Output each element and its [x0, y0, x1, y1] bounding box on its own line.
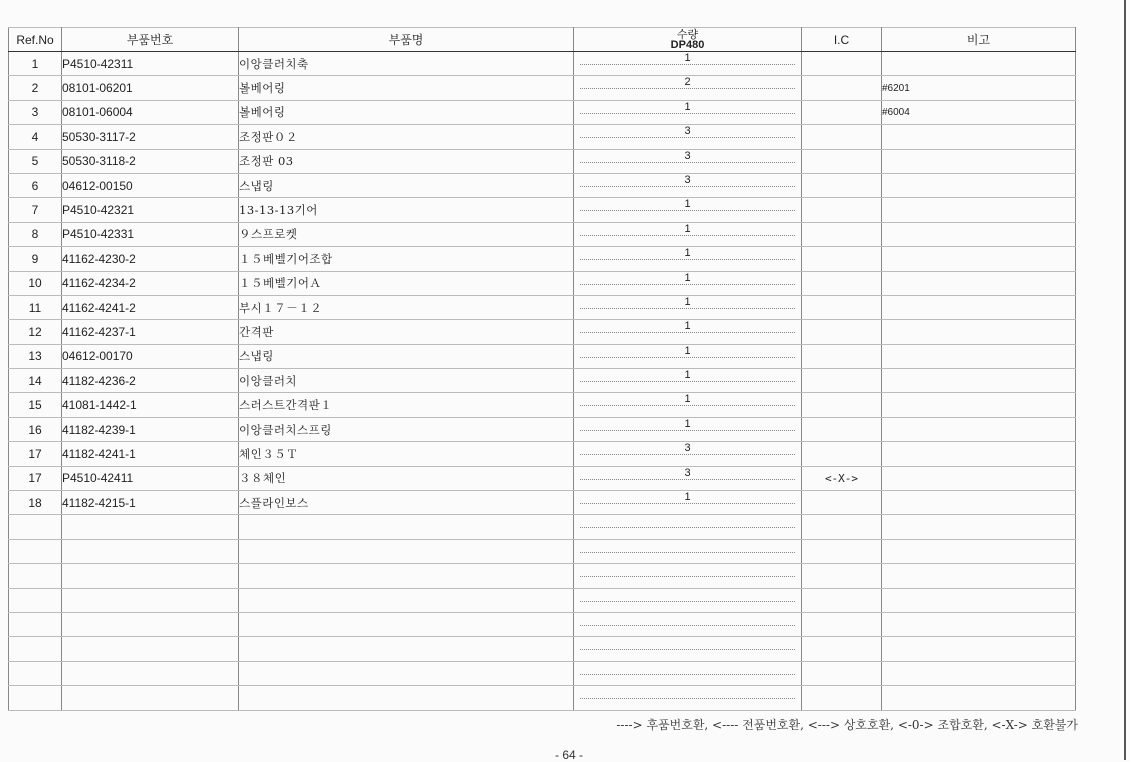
table-row [9, 442, 1076, 466]
cell-remarks [882, 539, 1076, 563]
cell-ref-no: 3 [9, 100, 62, 124]
cell-part-number: 41162-4230-2 [62, 247, 239, 271]
table-row [9, 515, 1076, 539]
cell-remarks [882, 612, 1076, 636]
cell-remarks [882, 173, 1076, 197]
cell-quantity: 1 [574, 271, 802, 295]
cell-part-name: １５베벨기어조합 [239, 247, 574, 271]
table-row [9, 686, 1076, 710]
table-row [9, 612, 1076, 636]
cell-remarks [882, 247, 1076, 271]
cell-ref-no: 17 [9, 442, 62, 466]
cell-remarks [882, 295, 1076, 319]
cell-part-name: 스러스트간격판１ [239, 393, 574, 417]
cell-remarks [882, 149, 1076, 173]
cell-remarks [882, 515, 1076, 539]
cell-part-number [62, 539, 239, 563]
cell-ref-no: 16 [9, 417, 62, 441]
cell-part-name [239, 686, 574, 710]
cell-part-name [239, 588, 574, 612]
cell-ic [802, 515, 882, 539]
table-row [9, 125, 1076, 149]
cell-remarks [882, 637, 1076, 661]
cell-remarks [882, 588, 1076, 612]
cell-part-name: 스냅링 [239, 344, 574, 368]
table-row [9, 588, 1076, 612]
cell-ic: <-X-> [802, 466, 882, 490]
cell-part-number: P4510-42411 [62, 466, 239, 490]
cell-ref-no [9, 686, 62, 710]
table-row [9, 491, 1076, 515]
cell-part-name [239, 564, 574, 588]
cell-ic [802, 76, 882, 100]
table-row [9, 417, 1076, 441]
parts-table [8, 27, 1076, 711]
cell-ref-no: 2 [9, 76, 62, 100]
table-row [9, 393, 1076, 417]
cell-remarks [882, 442, 1076, 466]
cell-ic [802, 539, 882, 563]
cell-part-name [239, 612, 574, 636]
table-row [9, 295, 1076, 319]
cell-part-number: 41081-1442-1 [62, 393, 239, 417]
cell-ic [802, 247, 882, 271]
cell-ref-no [9, 515, 62, 539]
cell-remarks [882, 417, 1076, 441]
table-row [9, 173, 1076, 197]
cell-quantity [574, 637, 802, 661]
cell-part-number: P4510-42331 [62, 222, 239, 246]
cell-ic [802, 271, 882, 295]
cell-part-number: P4510-42311 [62, 52, 239, 76]
cell-part-number: 50530-3117-2 [62, 125, 239, 149]
cell-part-name: 이앙클러치 [239, 369, 574, 393]
cell-remarks [882, 466, 1076, 490]
table-row [9, 539, 1076, 563]
table-row [9, 149, 1076, 173]
table-row [9, 271, 1076, 295]
cell-remarks: #6201 [882, 76, 1076, 100]
table-row [9, 637, 1076, 661]
cell-ref-no: 12 [9, 320, 62, 344]
cell-part-name [239, 637, 574, 661]
cell-quantity: 1 [574, 52, 802, 76]
table-row [9, 564, 1076, 588]
cell-part-name: ９스프로켓 [239, 222, 574, 246]
cell-remarks [882, 491, 1076, 515]
cell-quantity: 1 [574, 100, 802, 124]
cell-part-number: 08101-06201 [62, 76, 239, 100]
cell-part-number: 08101-06004 [62, 100, 239, 124]
cell-remarks [882, 52, 1076, 76]
cell-ic [802, 442, 882, 466]
cell-remarks [882, 686, 1076, 710]
cell-ic [802, 100, 882, 124]
table-row [9, 222, 1076, 246]
cell-part-name: 체인３５Ｔ [239, 442, 574, 466]
cell-remarks [882, 661, 1076, 685]
cell-quantity: 3 [574, 149, 802, 173]
cell-part-number: 41182-4239-1 [62, 417, 239, 441]
cell-part-name: 간격판 [239, 320, 574, 344]
cell-part-number: 41162-4237-1 [62, 320, 239, 344]
cell-ic [802, 612, 882, 636]
cell-part-name: 이앙클러치축 [239, 52, 574, 76]
cell-part-number: 04612-00150 [62, 173, 239, 197]
header-part-number: 부품번호 [62, 28, 239, 52]
cell-ref-no: 7 [9, 198, 62, 222]
cell-ref-no [9, 637, 62, 661]
cell-quantity [574, 686, 802, 710]
cell-part-name: 부시１７－１２ [239, 295, 574, 319]
cell-quantity: 1 [574, 320, 802, 344]
cell-quantity: 1 [574, 222, 802, 246]
cell-part-name [239, 661, 574, 685]
cell-part-number: 41162-4241-2 [62, 295, 239, 319]
cell-ic [802, 149, 882, 173]
table-row [9, 52, 1076, 76]
table-row [9, 100, 1076, 124]
table-header-row [9, 28, 1076, 52]
cell-quantity: 3 [574, 173, 802, 197]
cell-quantity: 1 [574, 491, 802, 515]
table-row [9, 198, 1076, 222]
cell-part-name [239, 515, 574, 539]
cell-ref-no: 5 [9, 149, 62, 173]
cell-quantity: 1 [574, 393, 802, 417]
table-row [9, 247, 1076, 271]
cell-ref-no: 17 [9, 466, 62, 490]
cell-quantity: 1 [574, 344, 802, 368]
cell-quantity: 1 [574, 295, 802, 319]
cell-part-number: 41162-4234-2 [62, 271, 239, 295]
cell-remarks [882, 125, 1076, 149]
cell-part-name: 볼베어링 [239, 76, 574, 100]
cell-quantity: 3 [574, 442, 802, 466]
cell-remarks [882, 564, 1076, 588]
table-row [9, 320, 1076, 344]
cell-ref-no: 18 [9, 491, 62, 515]
header-ref-no: Ref.No [9, 28, 62, 52]
cell-part-name: 이앙클러치스프링 [239, 417, 574, 441]
cell-part-number: 50530-3118-2 [62, 149, 239, 173]
cell-quantity: 1 [574, 198, 802, 222]
cell-part-name: １５베벨기어Ａ [239, 271, 574, 295]
cell-remarks [882, 271, 1076, 295]
cell-ic [802, 588, 882, 612]
cell-remarks: #6004 [882, 100, 1076, 124]
header-model: DP480 [670, 38, 705, 51]
cell-ref-no [9, 588, 62, 612]
cell-ic [802, 320, 882, 344]
cell-quantity [574, 661, 802, 685]
cell-remarks [882, 320, 1076, 344]
cell-part-number [62, 515, 239, 539]
cell-part-name: 스냅링 [239, 173, 574, 197]
cell-ref-no: 13 [9, 344, 62, 368]
cell-ref-no [9, 539, 62, 563]
cell-ic [802, 369, 882, 393]
cell-remarks [882, 198, 1076, 222]
cell-part-number: 04612-00170 [62, 344, 239, 368]
table-body [9, 52, 1076, 711]
cell-part-number: 41182-4241-1 [62, 442, 239, 466]
cell-ic [802, 661, 882, 685]
cell-ref-no: 8 [9, 222, 62, 246]
cell-quantity: 1 [574, 369, 802, 393]
cell-ref-no: 1 [9, 52, 62, 76]
cell-part-name: 볼베어링 [239, 100, 574, 124]
cell-ref-no: 11 [9, 295, 62, 319]
cell-ref-no: 15 [9, 393, 62, 417]
cell-part-name [239, 539, 574, 563]
cell-ic [802, 491, 882, 515]
cell-part-number: P4510-42321 [62, 198, 239, 222]
cell-ic [802, 564, 882, 588]
table-row [9, 369, 1076, 393]
table-row [9, 466, 1076, 490]
cell-ref-no [9, 661, 62, 685]
cell-ic [802, 173, 882, 197]
cell-part-name: 조정판 03 [239, 149, 574, 173]
cell-ref-no: 6 [9, 173, 62, 197]
header-part-name: 부품명 [239, 28, 574, 52]
cell-ic [802, 125, 882, 149]
cell-quantity [574, 515, 802, 539]
cell-part-number [62, 564, 239, 588]
table-row [9, 76, 1076, 100]
interchangeability-legend: ----> 후품번호환, <---- 전품번호환, <---> 상호호환, <-0-> 조합호환, <-X-> 호환불가 [616, 718, 1078, 732]
cell-part-number [62, 637, 239, 661]
cell-quantity [574, 588, 802, 612]
cell-quantity: 3 [574, 466, 802, 490]
cell-part-number [62, 588, 239, 612]
cell-part-number: 41182-4236-2 [62, 369, 239, 393]
table-row [9, 344, 1076, 368]
cell-part-name: 13-13-13기어 [239, 198, 574, 222]
cell-ic [802, 222, 882, 246]
cell-ref-no: 14 [9, 369, 62, 393]
cell-quantity: 2 [574, 76, 802, 100]
table-row [9, 661, 1076, 685]
cell-ic [802, 637, 882, 661]
header-remarks: 비고 [882, 28, 1076, 52]
cell-ic [802, 393, 882, 417]
cell-ref-no: 4 [9, 125, 62, 149]
cell-ic [802, 686, 882, 710]
cell-part-number [62, 686, 239, 710]
cell-part-number: 41182-4215-1 [62, 491, 239, 515]
cell-quantity [574, 612, 802, 636]
cell-remarks [882, 222, 1076, 246]
cell-part-name: 조정판０２ [239, 125, 574, 149]
page-number: - 64 - [555, 748, 584, 762]
cell-quantity [574, 539, 802, 563]
cell-part-name: 스플라인보스 [239, 491, 574, 515]
cell-ref-no: 10 [9, 271, 62, 295]
cell-ic [802, 295, 882, 319]
cell-part-number [62, 612, 239, 636]
cell-part-name: ３８체인 [239, 466, 574, 490]
header-quantity [574, 28, 802, 52]
cell-ic [802, 198, 882, 222]
cell-ref-no [9, 564, 62, 588]
cell-ref-no [9, 612, 62, 636]
cell-ic [802, 344, 882, 368]
cell-quantity: 1 [574, 247, 802, 271]
cell-quantity: 1 [574, 417, 802, 441]
page-edge-rule [1124, 0, 1126, 760]
cell-quantity [574, 564, 802, 588]
cell-quantity: 3 [574, 125, 802, 149]
cell-remarks [882, 344, 1076, 368]
header-ic: I.C [802, 28, 882, 52]
cell-ref-no: 9 [9, 247, 62, 271]
cell-remarks [882, 393, 1076, 417]
cell-ic [802, 52, 882, 76]
cell-ic [802, 417, 882, 441]
cell-remarks [882, 369, 1076, 393]
header-quantity-label: 수량 [676, 27, 699, 41]
cell-part-number [62, 661, 239, 685]
